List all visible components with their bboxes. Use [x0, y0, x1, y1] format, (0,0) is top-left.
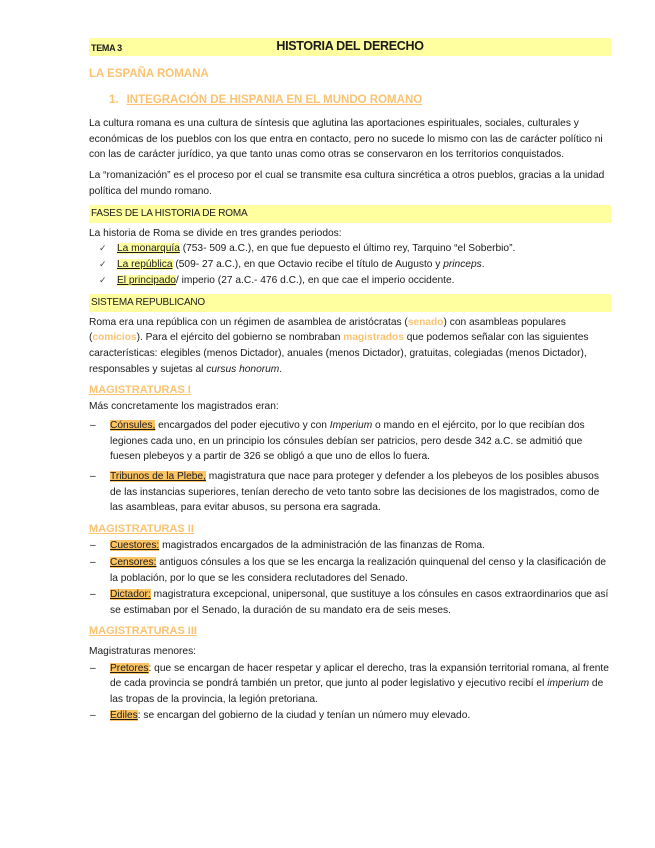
list-item: – Cuestores: magistrados encargados de la administración de las finanzas de Roma. — [89, 538, 611, 554]
fases-lead: La historia de Roma se divide en tres grandes periodos: — [89, 227, 342, 239]
fases-heading: FASES DE LA HISTORIA DE ROMA — [89, 205, 611, 223]
header-bar — [89, 38, 611, 56]
item-text: (753- 509 a.C.), en que fue depuesto el último rey, Tarquino “el Soberbio”. — [179, 243, 516, 255]
numbered-heading — [109, 93, 611, 109]
dash-icon: – — [90, 710, 96, 722]
item-text: / imperio (27 a.C.- 476 d.C.), en que cae el imperio occidente. — [175, 274, 455, 286]
term: Cuestores: — [110, 540, 160, 552]
mag2-list — [89, 538, 611, 618]
dash-icon: – — [90, 420, 96, 432]
check-icon: ✓ — [99, 243, 107, 254]
dash-icon: – — [90, 471, 96, 483]
term: Pretores — [110, 662, 149, 674]
tema-label: TEMA 3 — [91, 43, 122, 53]
term: Cónsules, — [110, 420, 156, 432]
mag3-list — [89, 661, 611, 724]
heading-number: 1. — [109, 93, 119, 106]
magistraturas-1-heading: MAGISTRATURAS I — [89, 384, 191, 397]
document-page — [89, 38, 611, 724]
list-item: – Tribunos de la Plebe, magistratura que nace para proteger y defender a los plebeyos de los posibles abusos de las instancias superiores, tenían derecho de veto tanto sobre las decisiones de los magistrados, como de las asambleas, para evitar abusos, su persona era sagrada. — [90, 471, 600, 514]
intro-paragraph-1: La cultura romana es una cultura de síntesis que aglutina las aportaciones espirituales, sociales, culturales y económicas de los pueblos con los que entra en contacto, pero no sucede lo mismo con las de carácter político ni con las de carácter jurídico, ya que tanto unas como otras se conservaron en los territorios conquistados. — [89, 118, 603, 161]
list-item — [89, 257, 611, 273]
section-title: LA ESPAÑA ROMANA — [89, 68, 209, 80]
italic-term: Imperium — [329, 420, 373, 432]
sistema-heading: SISTEMA REPUBLICANO — [89, 294, 611, 312]
list-item: – Cónsules, encargados del poder ejecutivo y con Imperium o mando en el ejército, por lo que recibían dos legiones cada uno, en un principio los cónsules debían ser patricios, pero desde 342 a.C. se admitió que fuesen plebeyos y a partir de 326 se obligó a que uno de ellos lo fuera. — [90, 420, 585, 463]
keyword-senado: senado — [407, 316, 444, 328]
term: La república — [117, 258, 173, 270]
mag3-lead: Magistraturas menores: — [89, 646, 197, 657]
keyword-comicios: comicios — [92, 332, 137, 344]
list-item: – Dictador: magistratura excepcional, unipersonal, que sustituye a los cónsules en casos extraordinarios que así se estimaban por el Senado, la duración de su mandato era de seis meses. — [90, 589, 609, 616]
list-item — [89, 273, 611, 289]
item-text: (509- 27 a.C.), en que Octavio recibe el título de Augusto y — [172, 258, 444, 270]
term: Ediles — [110, 710, 138, 722]
item-tail: . — [481, 258, 485, 270]
italic-term: princeps — [443, 258, 482, 270]
intro-paragraph-2: La “romanización” es el proceso por el cual se transmite esa cultura sincrética a otros pueblos, gracias a la unidad política del mundo romano. — [89, 169, 605, 197]
list-item: – Pretores: que se encargan de hacer respetar y aplicar el derecho, tras la expansión territorial romana, al frente de cada provincia se pondrá también un pretor, que junto al poder legislativo y ejecutivo recibí el imperium de las tropas de la provincia, la legión pretoriana. — [90, 662, 609, 705]
term: Dictador: — [110, 589, 151, 601]
document-title: HISTORIA DEL DERECHO — [276, 39, 424, 53]
term: El principado — [117, 274, 176, 286]
italic-term: imperium — [547, 678, 590, 690]
magistraturas-2-heading: MAGISTRATURAS II — [89, 522, 194, 535]
fases-list — [89, 241, 611, 288]
dash-icon: – — [90, 557, 96, 569]
heading-text: INTEGRACIÓN DE HISPANIA EN EL MUNDO ROMANO — [126, 93, 423, 106]
check-icon: ✓ — [99, 258, 107, 269]
magistraturas-3-heading: MAGISTRATURAS III — [89, 625, 197, 638]
term: La monarquía — [117, 243, 180, 255]
mag1-lead: Más concretamente los magistrados eran: — [89, 400, 279, 412]
list-item: – Ediles: se encargan del gobierno de la ciudad y tenían un número muy elevado. — [89, 708, 611, 724]
mag1-list — [89, 418, 611, 516]
dash-icon: – — [90, 662, 96, 674]
italic-term: cursus honorum — [206, 363, 280, 375]
term: Censores: — [110, 557, 157, 569]
check-icon: ✓ — [99, 274, 107, 285]
sistema-paragraph: Roma era una república con un régimen de asamblea de aristócratas (senado) con asambleas populares (comicios). Para el ejército del gobierno se nombraban magistrados que podemos señalar con las siguientes características: elegibles (menos Dictador), anuales (menos Dictador), gratuitas, colegiadas (menos Dictador), responsables y sujetas al cursus honorum. — [89, 316, 589, 375]
term: Tribunos de la Plebe, — [110, 471, 206, 483]
list-item: – Censores: antiguos cónsules a los que se les encarga la realización quinquenal del censo y la clasificación de la población, por lo que se les considera reclutadores del Senado. — [90, 557, 607, 584]
dash-icon: – — [90, 540, 96, 552]
list-item — [89, 241, 611, 257]
dash-icon: – — [90, 589, 96, 601]
keyword-magistrados: magistrados — [343, 332, 404, 344]
